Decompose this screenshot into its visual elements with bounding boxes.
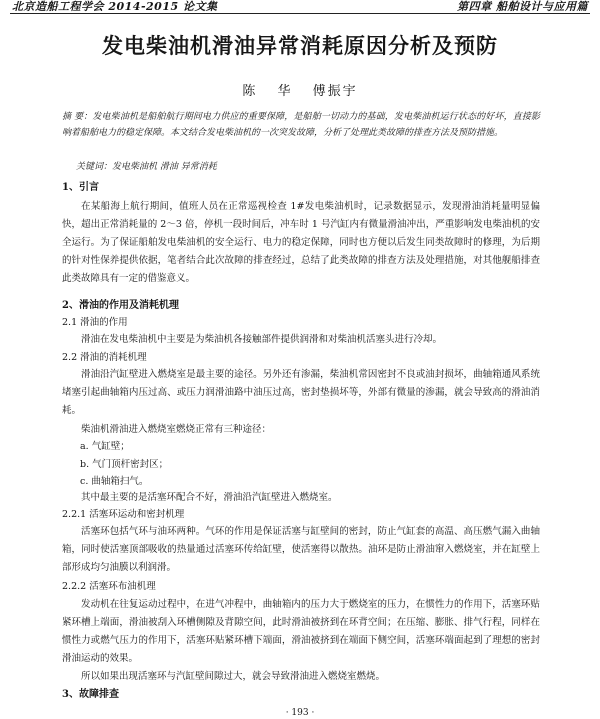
- subsection-heading-2-2: 2.2 滑油的消耗机理: [62, 352, 147, 363]
- paper-title: 发电柴油机滑油异常消耗原因分析及预防: [102, 33, 498, 58]
- running-header: [10, 0, 590, 14]
- abstract: 摘 要：发电柴油机是船舶航行期间电力供应的重要保障，是船舶一切动力的基础，发电柴油机运行状态的好坏，直接影响着船舶电力的稳定保障。本文结合发电柴油机的一次突发故障，分析了处理此类故障的排查方法及预防措施。: [62, 112, 540, 138]
- paragraph-routes-intro: 柴油机滑油进入燃烧室燃烧正常有三种途径：: [81, 424, 272, 435]
- list-item-a: a. 气缸壁；: [80, 441, 130, 452]
- paragraph-2-1: 滑油在发电柴油机中主要是为柴油机各接触部件提供润滑和对柴油机活塞头进行冷却。: [81, 334, 443, 345]
- list-item-c: c. 曲轴箱扫气。: [80, 476, 149, 487]
- paragraph-conclusion: 所以如果出现活塞环与汽缸壁间隙过大，就会导致滑油进入燃烧室燃烧。: [81, 671, 386, 682]
- authors: 陈 华 傅振宇: [242, 84, 358, 99]
- paragraph-worst: 其中最主要的是活塞环配合不好，滑油沿汽缸壁进入燃烧室。: [81, 492, 338, 503]
- header-right: 第四章 船舶设计与应用篇: [457, 0, 588, 13]
- paragraph-2-2: 滑油沿汽缸壁进入燃烧室是最主要的途径。另外还有渗漏，柴油机常因密封不良或油封损坏，曲轴箱通风系统堵塞引起曲轴箱内压过高、或压力润滑油路中油压过高，密封垫损坏等，外部有微量的渗漏，就会导致高的滑油消耗。: [62, 369, 540, 416]
- header-left: 北京造船工程学会 2014-2015 论文集: [12, 0, 218, 13]
- list-item-b: b. 气门顶杆密封区；: [80, 459, 169, 470]
- page-number: · 193 ·: [285, 708, 315, 718]
- paragraph-2-2-2: 发动机在往复运动过程中，在进气冲程中，曲轴箱内的压力大于燃烧室的压力，在惯性力的作用下，活塞环贴紧环槽上端面，滑油被刮入环槽侧隙及背隙空间，此时滑油被挤到在环背空间；在压缩、膨胀、排气行程，同样在惯性力或燃气压力的作用下，活塞环贴紧环槽下端面，滑油被挤到在端面下侧空间，活塞环端面起到了理想的密封滑油运动的效果。: [62, 599, 540, 664]
- paragraph-intro: 在某船海上航行期间，值班人员在正常巡视检查 1#发电柴油机时，记录数据显示，发现滑油消耗量明显偏快，超出正常消耗量的 2～3 倍，停机一段时间后，冲车时 1 号汽缸内有微量滑油冲出，严重影响发电柴油机的安全运行。为了保证船舶发电柴油机的安全运行、电力的稳定保障，同时也方便以后发生同类故障时的修理，为后期的针对性保养提供依据，笔者结合此次故障的排查经过，总结了此类故障的排查方法及处理措施，对其他舰船排查此类故障具有一定的借鉴意义。: [62, 201, 540, 284]
- paragraph-2-2-1: 活塞环包括气环与油环两种。气环的作用是保证活塞与缸壁间的密封，防止气缸套的高温、高压燃气漏入曲轴箱，同时使活塞顶部吸收的热量通过活塞环传给缸壁，使活塞得以散热。油环是防止滑油窜入燃烧室，并在缸壁上部形成均匀油膜以利润滑。: [62, 526, 540, 573]
- subsection-heading-2-1: 2.1 滑油的作用: [62, 317, 128, 328]
- keywords: 关键词：发电柴油机 滑油 异常消耗: [76, 162, 217, 172]
- section-heading-intro: 1、引言: [62, 182, 99, 193]
- subsection-heading-2-2-2: 2.2.2 活塞环布油机理: [62, 581, 156, 592]
- section-heading-oil: 2、滑油的作用及消耗机理: [62, 300, 179, 311]
- section-heading-troubleshoot: 3、故障排查: [62, 689, 119, 700]
- subsection-heading-2-2-1: 2.2.1 活塞环运动和密封机理: [62, 509, 185, 520]
